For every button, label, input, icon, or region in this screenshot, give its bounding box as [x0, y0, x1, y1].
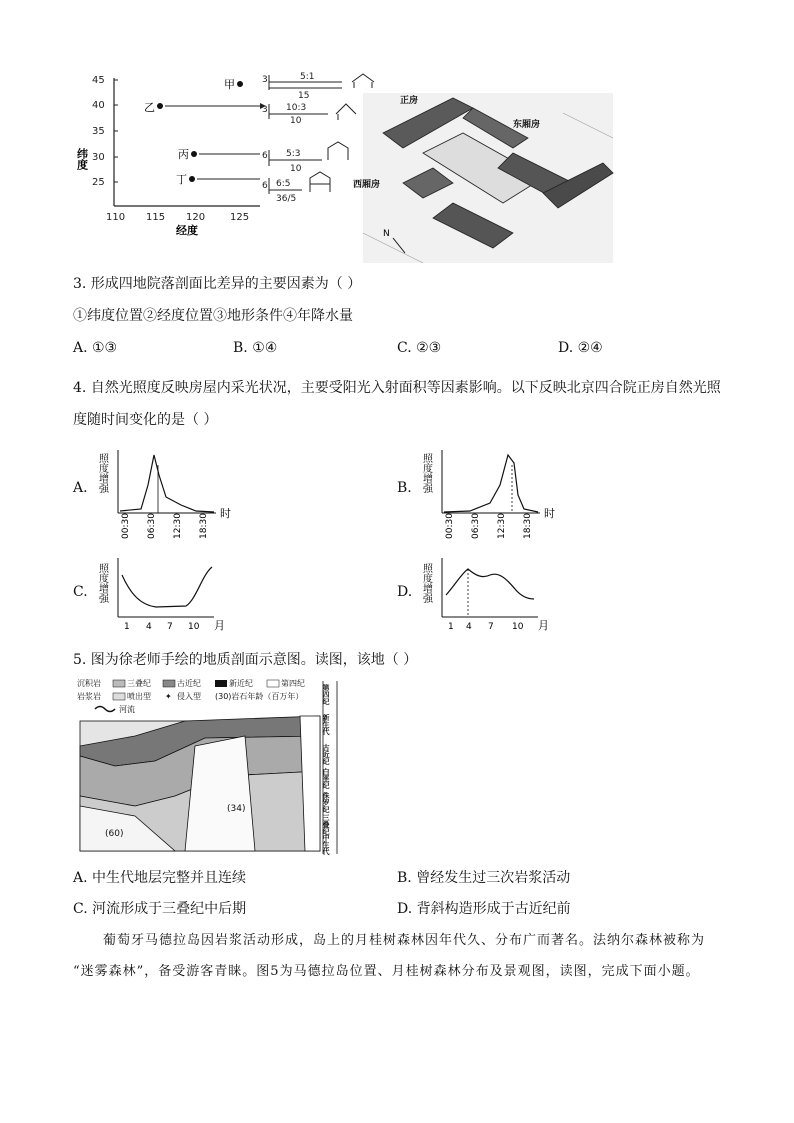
svg-text:照度增强: 照度增强: [420, 563, 432, 603]
svg-text:古近纪: 古近纪: [177, 679, 201, 688]
svg-text:5:3: 5:3: [286, 149, 301, 159]
svg-text:河流: 河流: [119, 705, 135, 714]
svg-text:06:30: 06:30: [471, 513, 481, 539]
svg-text:10:3: 10:3: [286, 103, 307, 113]
y-tick: 35: [92, 126, 105, 137]
svg-text:侵入型: 侵入型: [177, 692, 201, 701]
svg-text:12:30: 12:30: [173, 513, 183, 539]
y-tick: 30: [92, 152, 105, 163]
point-jia: [237, 81, 243, 87]
y-tick: 40: [92, 100, 105, 111]
svg-text:时: 时: [220, 507, 231, 520]
svg-text:三叠纪: 三叠纪: [322, 814, 330, 835]
point-yi: [157, 103, 163, 109]
svg-text:(30)岩石年龄（百万年）: (30)岩石年龄（百万年）: [215, 692, 304, 701]
label-west-wing: 西厢房: [353, 180, 381, 190]
x-tick: 115: [146, 212, 166, 223]
svg-text:喷出型: 喷出型: [127, 692, 151, 701]
q4-option-c[interactable]: C.: [73, 584, 88, 600]
q4-option-d[interactable]: D.: [397, 584, 413, 600]
x-axis-title: 经度: [176, 224, 198, 237]
svg-text:15: 15: [298, 91, 310, 101]
svg-text:00:30: 00:30: [445, 513, 455, 539]
svg-text:(34): (34): [227, 804, 246, 814]
svg-text:侏罗纪: 侏罗纪: [322, 792, 330, 813]
svg-text:10: 10: [188, 622, 200, 632]
q3-option-c[interactable]: C. ②③: [397, 340, 442, 356]
svg-text:月: 月: [214, 619, 225, 632]
svg-text:三叠纪: 三叠纪: [127, 679, 151, 688]
q5-option-c[interactable]: C. 河流形成于三叠纪中后期: [73, 901, 247, 917]
svg-text:7: 7: [488, 622, 494, 632]
svg-text:00:30: 00:30: [121, 513, 131, 539]
svg-text:10: 10: [512, 622, 524, 632]
svg-text:5:1: 5:1: [300, 72, 315, 82]
svg-text:✦: ✦: [165, 692, 172, 701]
point-label-ding: 丁: [176, 173, 187, 186]
siheyuan-illustration: [353, 93, 613, 263]
svg-text:6: 6: [262, 151, 268, 161]
point-label-yi: 乙: [144, 101, 155, 114]
svg-text:时: 时: [544, 507, 555, 520]
svg-text:第四纪: 第四纪: [281, 679, 305, 688]
svg-text:12:30: 12:30: [497, 513, 507, 539]
svg-text:6:5: 6:5: [276, 179, 291, 189]
q3-option-d[interactable]: D. ②④: [558, 340, 603, 356]
q4-chart-d[interactable]: [420, 555, 570, 635]
q4-chart-b[interactable]: [420, 445, 570, 540]
q4-stem-line2: 度随时间变化的是（ ）: [73, 412, 218, 428]
point-ding: [189, 176, 195, 182]
svg-text:照度增强: 照度增强: [420, 453, 432, 493]
svg-text:沉积岩: 沉积岩: [77, 679, 101, 688]
passage-line1: 葡萄牙马德拉岛因岩浆活动形成，岛上的月桂树森林因年代久、分布广而著名。法纳尔森林被称为: [103, 933, 706, 948]
passage-line2: “迷雾森林”，备受游客青睐。图5为马德拉岛位置、月桂树森林分布及景观图，读图，完成下面小题。: [73, 964, 700, 979]
svg-text:古近纪: 古近纪: [322, 744, 330, 765]
q3-options-key: ①纬度位置②经度位置③地形条件④年降水量: [73, 308, 353, 324]
geologic-section-diagram: [75, 676, 340, 856]
q5-option-b[interactable]: B. 曾经发生过三次岩浆活动: [397, 870, 571, 886]
courtyard-drawing: [353, 93, 613, 263]
svg-text:1: 1: [124, 622, 130, 632]
y-tick: 45: [92, 75, 105, 86]
q3-option-b[interactable]: B. ①④: [233, 340, 278, 356]
svg-text:3: 3: [262, 105, 268, 115]
q4-option-a[interactable]: A.: [73, 480, 88, 496]
svg-text:白垩纪: 白垩纪: [322, 768, 330, 789]
svg-text:照度增强: 照度增强: [96, 453, 108, 493]
svg-text:7: 7: [167, 622, 173, 632]
svg-text:第四纪: 第四纪: [322, 684, 330, 705]
svg-text:06:30: 06:30: [147, 513, 157, 539]
courtyard-latitude-chart: [75, 68, 380, 238]
svg-text:月: 月: [538, 619, 549, 632]
svg-text:10: 10: [290, 164, 302, 174]
q4-chart-a[interactable]: [96, 445, 246, 540]
svg-text:岩浆岩: 岩浆岩: [77, 692, 101, 701]
x-tick: 125: [230, 212, 250, 223]
q4-stem-line1: 4. 自然光照度反映房屋内采光状况，主要受阳光入射面积等因素影响。以下反映北京四合院正房自然光照: [73, 380, 721, 396]
north-label: N: [383, 229, 390, 239]
q3-stem: 3. 形成四地院落剖面比差异的主要因素为（ ）: [73, 276, 362, 292]
svg-text:1: 1: [448, 622, 454, 632]
q5-option-d[interactable]: D. 背斜构造形成于古近纪前: [397, 901, 571, 917]
svg-text:(60): (60): [105, 829, 124, 839]
svg-text:18:30: 18:30: [199, 513, 209, 539]
svg-text:3: 3: [262, 75, 268, 85]
y-tick: 25: [92, 177, 105, 188]
q3-option-a[interactable]: A. ①③: [73, 340, 118, 356]
svg-text:4: 4: [466, 622, 472, 632]
svg-text:6: 6: [262, 181, 268, 191]
q5-option-a[interactable]: A. 中生代地层完整并且连续: [73, 870, 247, 886]
point-label-jia: 甲: [224, 78, 235, 91]
svg-text:中生代: 中生代: [322, 834, 330, 855]
point-bing: [191, 151, 197, 157]
q5-stem: 5. 图为徐老师手绘的地质剖面示意图。读图，该地（ ）: [73, 652, 418, 668]
svg-text:照度增强: 照度增强: [96, 563, 108, 603]
q4-chart-c[interactable]: [96, 555, 246, 635]
x-tick: 120: [186, 212, 206, 223]
x-tick: 110: [106, 212, 126, 223]
svg-text:36/5: 36/5: [276, 194, 297, 204]
q4-option-b[interactable]: B.: [397, 480, 412, 496]
svg-text:新生代: 新生代: [322, 714, 330, 735]
svg-text:18:30: 18:30: [523, 513, 533, 539]
label-east-wing: 东厢房: [513, 120, 541, 130]
y-axis-title: 纬度: [75, 148, 89, 170]
svg-text:4: 4: [146, 622, 152, 632]
svg-text:新近纪: 新近纪: [229, 679, 253, 688]
point-label-bing: 丙: [178, 148, 189, 161]
svg-text:10: 10: [290, 116, 302, 126]
label-main-house: 正房: [400, 96, 419, 106]
